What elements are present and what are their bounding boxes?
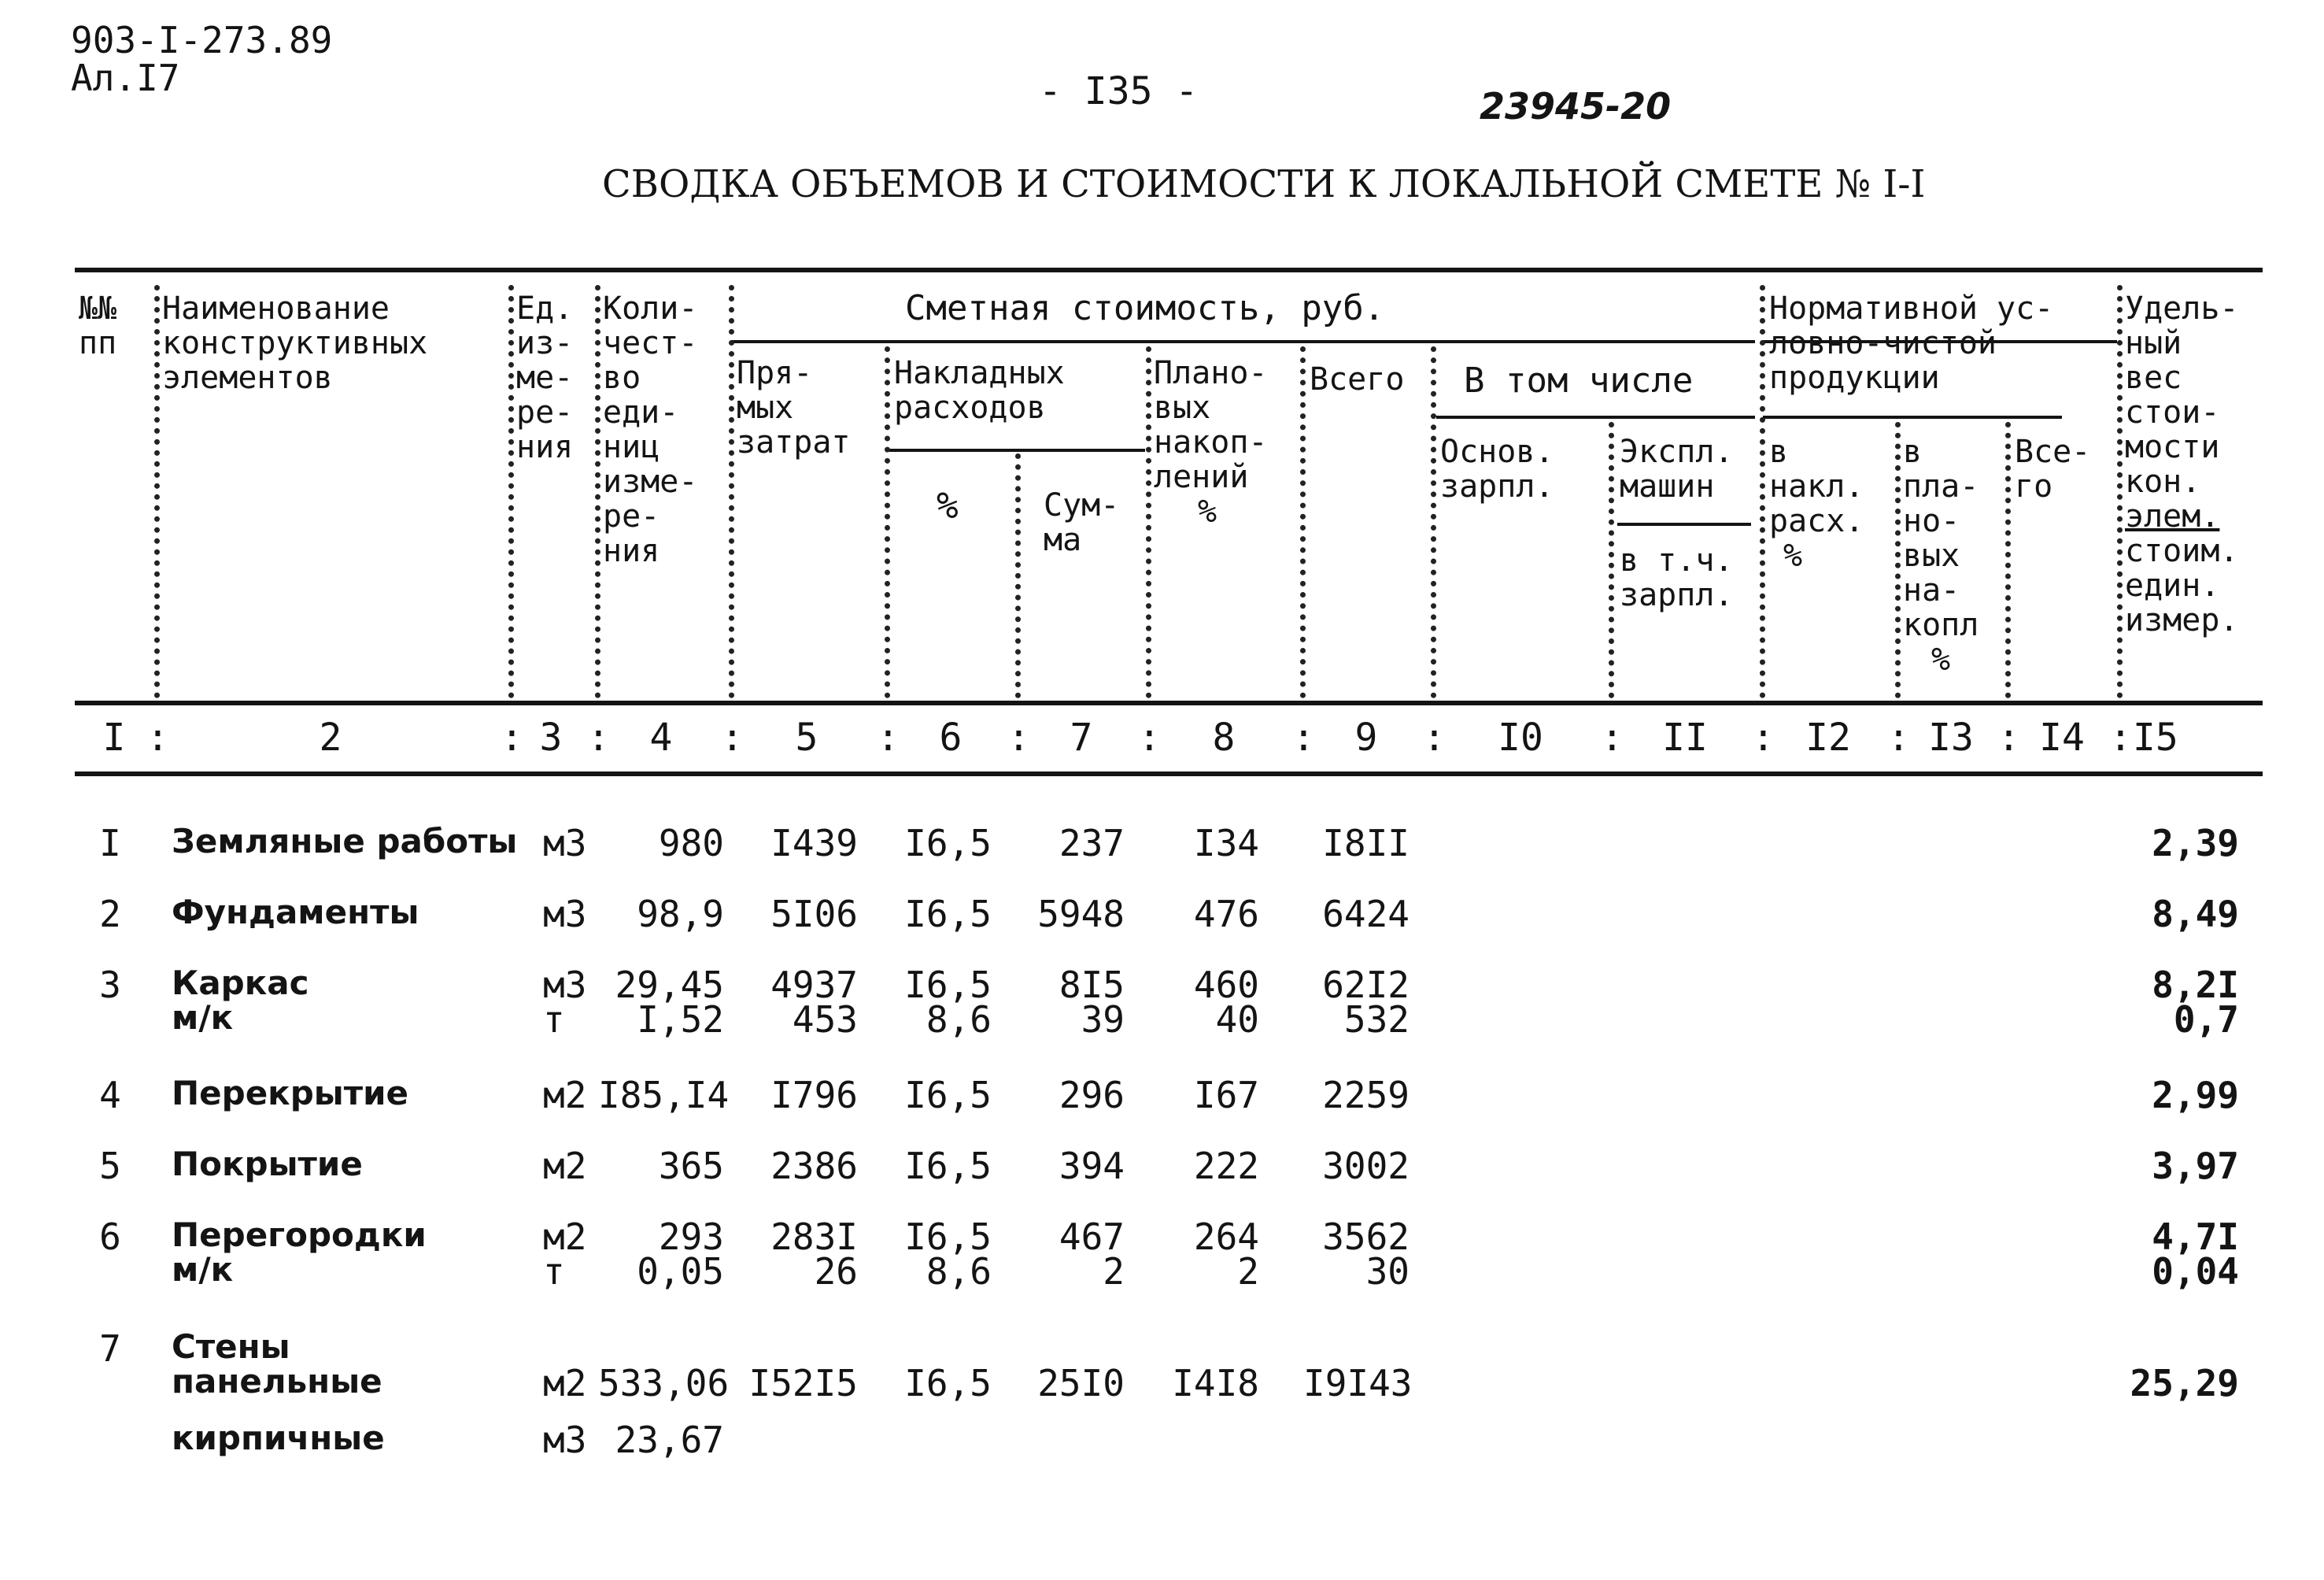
cell-qty: 365 [658,1145,724,1187]
cell-pct: I6,5 [904,1074,992,1116]
incl-split-rule [1436,416,1755,419]
col-num: I5 [2133,716,2178,760]
col-num: 2 [319,716,342,760]
cell-n: I [99,822,121,864]
cell-total: 62I2 [1322,964,1410,1006]
cell-total: I9I43 [1303,1362,1413,1404]
cell-total: 3002 [1322,1145,1410,1187]
cell-sum: 237 [1059,822,1125,864]
cell-n: 5 [99,1145,121,1187]
cell-pct: I6,5 [904,893,992,935]
cell-qty: 29,45 [615,964,724,1006]
header-cost-group: Сметная стоимость, руб. [905,288,1385,328]
col-num-separator: : [2109,716,2132,760]
cell-name: Каркас [172,964,309,1002]
cell-qty: 980 [658,822,724,864]
cell-specific: 4,7I [2152,1216,2239,1258]
col-num-separator: : [1007,716,1030,760]
norm-split-rule [1763,416,2062,419]
col-num: I4 [2039,716,2085,760]
cell-sum: 39 [1081,998,1125,1041]
col-separator [1015,453,1021,698]
sheet-number: Ал.I7 [71,57,180,99]
header-machines: Экспл. машин [1620,434,1734,505]
col-num: 8 [1212,716,1236,760]
header-direct: Пря- мых затрат [737,355,851,461]
col-num: I2 [1805,716,1851,760]
cell-qty: 98,9 [637,893,724,935]
col-separator [1431,346,1436,698]
cell-planned: 460 [1193,964,1259,1006]
cell-name: м/к [172,1250,234,1289]
col-num-separator: : [1887,716,1910,760]
cell-unit: м3 [543,893,587,935]
cell-specific: 2,99 [2152,1074,2239,1116]
header-incl-group: В том числе [1464,361,1694,401]
header-specific: Удель- ный вес стои- мости кон. элем. стоим. един. измер. [2125,290,2239,638]
col-num-separator: : [1423,716,1446,760]
col-num-separator: : [1138,716,1161,760]
col-num: 3 [539,716,563,760]
column-numbers-rule [75,771,2263,776]
col-separator [1146,346,1151,698]
cell-sum: 467 [1059,1216,1125,1258]
cell-sum: 296 [1059,1074,1125,1116]
document-title: СВОДКА ОБЪЕМОВ И СТОИМОСТИ К ЛОКАЛЬНОЙ СМЕТЕ № I-I [602,162,1926,206]
cell-sum: 2 [1103,1250,1125,1293]
cell-total: 30 [1365,1250,1410,1293]
col-num-separator: : [501,716,523,760]
cell-specific: 3,97 [2152,1145,2239,1187]
header-wages: Основ. зарпл. [1440,434,1554,505]
cell-planned: I67 [1193,1074,1259,1116]
col-num: I3 [1928,716,1974,760]
cell-n: 4 [99,1074,121,1116]
header-planned: Плано- вых накоп- лений % [1154,355,1268,530]
cell-specific: 2,39 [2152,822,2239,864]
cell-pct: I6,5 [904,1216,992,1258]
machines-split-rule [1617,523,1751,526]
cell-unit: м2 [543,1145,587,1187]
cell-name: м/к [172,998,234,1037]
cell-unit: т [543,1250,565,1293]
cell-planned: 2 [1237,1250,1259,1293]
col-num: 9 [1354,716,1378,760]
cell-planned: 40 [1215,998,1259,1041]
cell-n: 6 [99,1216,121,1258]
cell-name: Земляные работы [172,822,518,860]
cell-name: кирпичные [172,1419,385,1457]
header-unit: Ед. из- ме- ре- ния [516,290,574,465]
cell-sum: 8I5 [1059,964,1125,1006]
col-separator [595,285,600,698]
cell-total: 3562 [1322,1216,1410,1258]
col-separator [1300,346,1306,698]
col-separator [1760,285,1765,698]
cell-unit: т [543,998,565,1041]
cell-unit: м2 [543,1074,587,1116]
cell-unit: м3 [543,822,587,864]
cell-qty: 533,06 [598,1362,730,1404]
col-num: 5 [795,716,818,760]
cell-name: Фундаменты [172,893,419,931]
col-separator [885,346,890,698]
header-name: Наименование конструктивных элементов [162,290,428,396]
cell-total: 2259 [1322,1074,1410,1116]
cell-sum: 25I0 [1037,1362,1125,1404]
cell-specific: 0,04 [2152,1250,2239,1293]
cell-direct: 4937 [770,964,858,1006]
cell-unit: м2 [543,1216,587,1258]
header-machines-wages: в т.ч. зарпл. [1620,542,1734,613]
cell-name: Перекрытие [172,1074,408,1112]
cell-direct: 26 [814,1250,858,1293]
col-num: 6 [939,716,962,760]
cell-qty: 293 [658,1216,724,1258]
col-separator [508,285,514,698]
cell-direct: 2386 [770,1145,858,1187]
cell-pct: I6,5 [904,822,992,864]
cell-specific: 0,7 [2173,998,2239,1041]
cost-group-rule [732,340,1755,343]
cell-unit: м2 [543,1362,587,1404]
header-norm-group: Нормативной ус- ловно-чистой продукции [1769,290,2054,396]
col-num-separator: : [1752,716,1775,760]
col-separator [2005,422,2011,698]
header-norm-total: Все- го [2015,434,2091,505]
cell-n: 3 [99,964,121,1006]
col-num: I0 [1498,716,1543,760]
overhead-split-rule [889,449,1145,452]
cell-specific: 8,2I [2152,964,2239,1006]
cell-total: 532 [1343,998,1410,1041]
header-total: Всего [1310,361,1405,398]
header-overhead-pct: % [937,484,959,527]
header-norm-overhead: в накл. расх. % [1769,434,1864,574]
cell-pct: I6,5 [904,964,992,1006]
cell-n: 2 [99,893,121,935]
col-num-separator: : [1292,716,1315,760]
col-num: 7 [1070,716,1093,760]
cell-total: 6424 [1322,893,1410,935]
cell-pct: 8,6 [926,1250,992,1293]
cell-name: панельные [172,1362,382,1401]
header-qty: Коли- чест- во еди- ниц изме- ре- ния [603,290,698,569]
handwritten-number: 23945-20 [1480,85,1672,128]
cell-name: Покрытие [172,1145,363,1183]
cell-qty: 23,67 [615,1419,724,1461]
cell-planned: 222 [1193,1145,1259,1187]
col-num-separator: : [721,716,744,760]
cell-pct: I6,5 [904,1145,992,1187]
table-top-rule [75,268,2263,272]
col-num: II [1662,716,1708,760]
cell-pct: 8,6 [926,998,992,1041]
cell-sum: 5948 [1037,893,1125,935]
header-norm-planned: в пла- но- вых на- копл % [1903,434,1979,678]
cell-direct: I439 [770,822,858,864]
cell-sum: 394 [1059,1145,1125,1187]
cell-name: Стены [172,1327,290,1366]
col-num: I [102,716,126,760]
cell-qty: I85,I4 [598,1074,730,1116]
col-separator [729,285,734,698]
col-separator [2117,285,2123,698]
cell-unit: м3 [543,964,587,1006]
header-num: №№ пп [79,290,117,361]
cell-direct: 453 [792,998,858,1041]
header-bottom-rule [75,701,2263,705]
cell-n: 7 [99,1327,121,1370]
cell-direct: 5I06 [770,893,858,935]
cell-direct: I796 [770,1074,858,1116]
page-number: - I35 - [1039,69,1199,113]
col-num-separator: : [146,716,169,760]
document-code: 903-I-273.89 [71,19,333,61]
col-num-separator: : [877,716,900,760]
cell-qty: 0,05 [637,1250,724,1293]
col-separator [154,285,160,698]
col-separator [1895,422,1901,698]
cell-planned: 476 [1193,893,1259,935]
cell-name: Перегородки [172,1216,427,1254]
col-num-separator: : [587,716,610,760]
cell-direct: 283I [770,1216,858,1258]
cell-pct: I6,5 [904,1362,992,1404]
cell-planned: 264 [1193,1216,1259,1258]
cell-qty: I,52 [637,998,724,1041]
cell-unit: м3 [543,1419,587,1461]
header-overhead-sum: Сум- ма [1044,487,1120,558]
cell-direct: I52I5 [748,1362,858,1404]
col-num-separator: : [1997,716,2020,760]
cell-planned: I4I8 [1172,1362,1259,1404]
col-num-separator: : [1601,716,1624,760]
cell-planned: I34 [1193,822,1259,864]
cell-total: I8II [1322,822,1410,864]
col-num: 4 [649,716,673,760]
header-overhead-group: Накладных расходов [894,355,1065,426]
cell-specific: 25,29 [2130,1362,2239,1404]
cell-specific: 8,49 [2152,893,2239,935]
col-separator [1609,422,1614,698]
